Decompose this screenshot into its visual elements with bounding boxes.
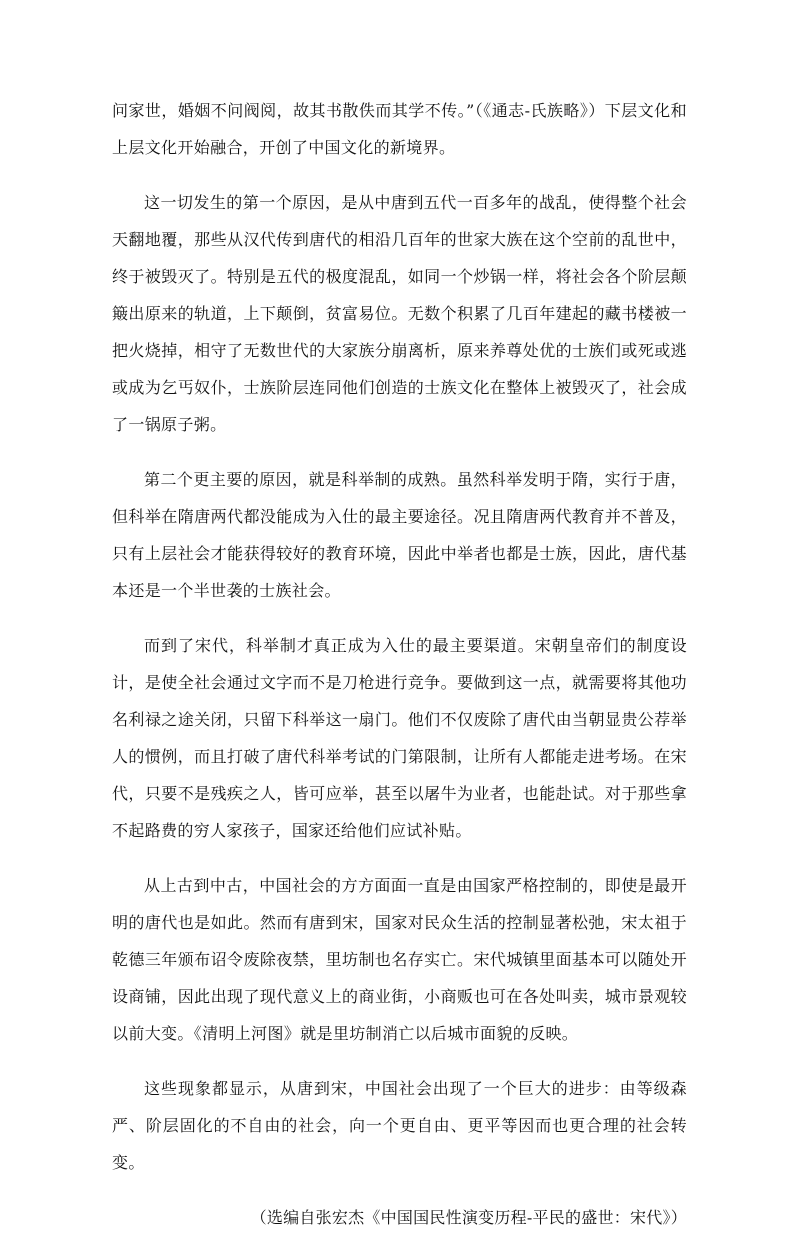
paragraph-2: 这一切发生的第一个原因，是从中唐到五代一百多年的战乱，使得整个社会天翻地覆，那些从汉代传到唐代的相沿几百年的世家大族在这个空前的乱世中，终于被毁灭了。特别是五代的极度混乱，如同一个炒锅一样，将社会各个阶层颠簸出原来的轨道，上下颠倒，贫富易位。无数个积累了几百年建起的藏书楼被一把火烧掉，相守了无数世代的大家族分崩离析，原来养尊处优的士族们或死或逃或成为乞丐奴仆，士族阶层连同他们创造的士族文化在整体上被毁灭了，社会成了一锅原子粥。	[112, 193, 687, 434]
paragraph-5: 从上古到中古，中国社会的方方面面一直是由国家严格控制的，即使是最开明的唐代也是如此。然而有唐到宋，国家对民众生活的控制显著松弛，宋太祖于乾德三年颁布诏令废除夜禁，里坊制也名存实亡。宋代城镇里面基本可以随处开设商铺，因此出现了现代意义上的商业街，小商贩也可在各处叫卖，城市景观较以前大变。《清明上河图》就是里坊制消亡以后城市面貌的反映。	[112, 876, 687, 1043]
article-body	[112, 92, 687, 1236]
paragraph-1: 问家世，婚姻不问阀阅，故其书散佚而其学不传。”（《通志-氏族略》）下层文化和上层文化开始融合，开创了中国文化的新境界。	[112, 101, 687, 157]
paragraph-3: 第二个更主要的原因，就是科举制的成熟。虽然科举发明于隋，实行于唐，但科举在隋唐两代都没能成为入仕的最主要途径。况且隋唐两代教育并不普及，只有上层社会才能获得较好的教育环境，因此中举者也都是士族，因此，唐代基本还是一个半世袭的士族社会。	[112, 470, 687, 600]
paragraph-6: 这些现象都显示，从唐到宋，中国社会出现了一个巨大的进步：由等级森严、阶层固化的不自由的社会，向一个更自由、更平等因而也更合理的社会转变。	[112, 1079, 687, 1172]
paragraph-4: 而到了宋代，科举制才真正成为入仕的最主要渠道。宋朝皇帝们的制度设计，是使全社会通过文字而不是刀枪进行竞争。要做到这一点，就需要将其他功名利禄之途关闭，只留下科举这一扇门。他们不仅废除了唐代由当朝显贵公荐举人的惯例，而且打破了唐代科举考试的门第限制，让所有人都能走进考场。在宋代，只要不是残疾之人，皆可应举，甚至以屠牛为业者，也能赴试。对于那些拿不起路费的穷人家孩子，国家还给他们应试补贴。	[112, 636, 687, 840]
source-citation: （选编自张宏杰《中国国民性演变历程-平民的盛世：宋代》）	[250, 1208, 687, 1227]
